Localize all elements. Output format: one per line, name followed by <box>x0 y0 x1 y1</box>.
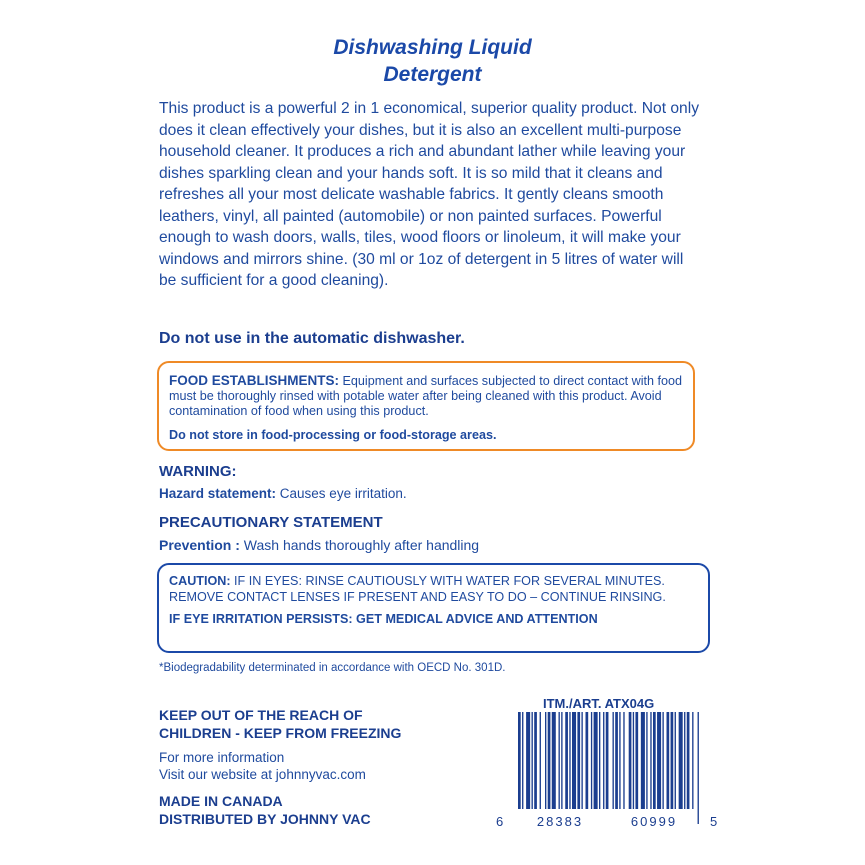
barcode-bar <box>667 712 670 824</box>
barcode-bar <box>603 712 604 824</box>
barcode-bar <box>679 712 683 824</box>
barcode-bar <box>662 712 663 824</box>
barcode-bar <box>572 712 576 824</box>
barcode-bar <box>671 712 674 824</box>
barcode <box>488 712 728 830</box>
prevention-text: Wash hands thoroughly after handling <box>239 537 480 553</box>
barcode-bar <box>641 712 645 824</box>
barcode-bar <box>657 712 661 824</box>
keep-out-line-2: CHILDREN - KEEP FROM FREEZING <box>159 725 402 741</box>
more-info-line-1: For more information <box>159 750 285 765</box>
caution-label: CAUTION: <box>169 574 231 588</box>
barcode-bar <box>540 712 541 824</box>
barcode-bar <box>650 712 651 824</box>
website-line: Visit our website at johnnyvac.com <box>159 767 366 782</box>
caution-advice: IF EYE IRRITATION PERSISTS: GET MEDICAL ADVICE AND ATTENTION <box>169 612 598 626</box>
barcode-left-digits: 28383 <box>536 814 584 829</box>
barcode-digit-first: 6 <box>496 814 504 829</box>
title-line-2: Detergent <box>383 63 482 86</box>
caution-text <box>169 573 698 605</box>
product-title <box>0 34 865 88</box>
dishwasher-warning: Do not use in the automatic dishwasher. <box>159 330 465 347</box>
warning-heading: WARNING: <box>159 463 237 480</box>
barcode-bar <box>635 712 638 824</box>
precaution-heading: PRECAUTIONARY STATEMENT <box>159 514 383 531</box>
barcode-bar <box>594 712 598 824</box>
barcode-bar <box>653 712 656 824</box>
barcode-bar <box>565 712 568 824</box>
distributor-line: DISTRIBUTED BY JOHNNY VAC <box>159 811 371 827</box>
barcode-bar <box>532 712 533 824</box>
barcode-right-digits: 60999 <box>630 814 678 829</box>
barcode-bar <box>561 712 562 824</box>
biodegradability-footnote: *Biodegradability determinated in accordance with OECD No. 301D. <box>159 662 506 674</box>
hazard-text: Causes eye irritation. <box>276 486 407 501</box>
barcode-bar <box>606 712 609 824</box>
barcode-digit-last: 5 <box>710 814 718 829</box>
barcode-bar <box>646 712 647 824</box>
product-description: This product is a powerful 2 in 1 economical, superior quality product. Not only does it clean effectively your dishes, but it is also an excellent multi-purpose household cleaner. It produces a rich and abundant lather while leaving your dishes sparkling clean and your hands soft. It is so mild that it cleans and refreshes all your most delicate washable fabrics. It gently cleans smooth leathers, vinyl, all painted (automobile) or non painted surfaces. Powerful enough to wash doors, walls, tiles, wood floors or linoleum, it will make your windows and mirrors shine. (30 ml or 1oz of detergent in 5 litres of water will be sufficient for a good cleaning). <box>159 100 699 289</box>
barcode-bar <box>577 712 580 824</box>
barcode-bar <box>599 712 600 824</box>
title-line-1: Dishwashing Liquid <box>333 36 532 59</box>
barcode-bar <box>687 712 690 824</box>
keep-out-notice <box>159 706 459 742</box>
barcode-bar <box>526 712 530 824</box>
barcode-bar <box>629 712 632 824</box>
item-number: ITM./ART. ATX04G <box>543 696 655 711</box>
caution-body: IF IN EYES: RINSE CAUTIOUSLY WITH WATER FOR SEVERAL MINUTES. REMOVE CONTACT LENSES IF PRESENT AND EASY TO DO – CONTINUE RINSING. <box>169 574 666 604</box>
barcode-bar <box>623 712 624 824</box>
barcode-bar <box>692 712 693 824</box>
food-establishments-body: Equipment and surfaces subjected to direct contact with food must be thoroughly rinsed with potable water after being cleaned with this product. Avoid contamination of food when using this product. <box>169 374 683 418</box>
barcode-bar <box>522 712 523 824</box>
barcode-bar <box>559 712 560 824</box>
origin-distributor <box>159 792 371 828</box>
barcode-bar <box>548 712 551 824</box>
barcode-bar <box>586 712 589 824</box>
hazard-statement <box>159 486 407 501</box>
barcode-bar <box>534 712 537 824</box>
more-information <box>159 749 366 783</box>
barcode-bar <box>619 712 620 824</box>
food-establishments-box <box>157 361 695 451</box>
barcode-bar <box>545 712 546 824</box>
barcode-bar <box>569 712 570 824</box>
caution-box <box>157 563 710 653</box>
barcode-bar <box>675 712 676 824</box>
made-in-line: MADE IN CANADA <box>159 793 283 809</box>
barcode-bar <box>613 712 614 824</box>
barcode-bar <box>684 712 685 824</box>
food-establishments-label: FOOD ESTABLISHMENTS: <box>169 373 339 388</box>
hazard-label: Hazard statement: <box>159 486 277 501</box>
barcode-bar <box>581 712 582 824</box>
barcode-bar <box>698 712 699 824</box>
prevention-statement <box>159 537 479 553</box>
barcode-bar <box>591 712 592 824</box>
barcode-bar <box>615 712 618 824</box>
prevention-label: Prevention : <box>159 537 240 553</box>
barcode-bars <box>518 712 699 824</box>
barcode-bar <box>552 712 556 824</box>
food-storage-note: Do not store in food-processing or food-storage areas. <box>169 428 497 442</box>
keep-out-line-1: KEEP OUT OF THE REACH OF <box>159 707 363 723</box>
barcode-bar <box>518 712 521 824</box>
barcode-bar <box>633 712 634 824</box>
food-establishments-text <box>169 373 683 419</box>
